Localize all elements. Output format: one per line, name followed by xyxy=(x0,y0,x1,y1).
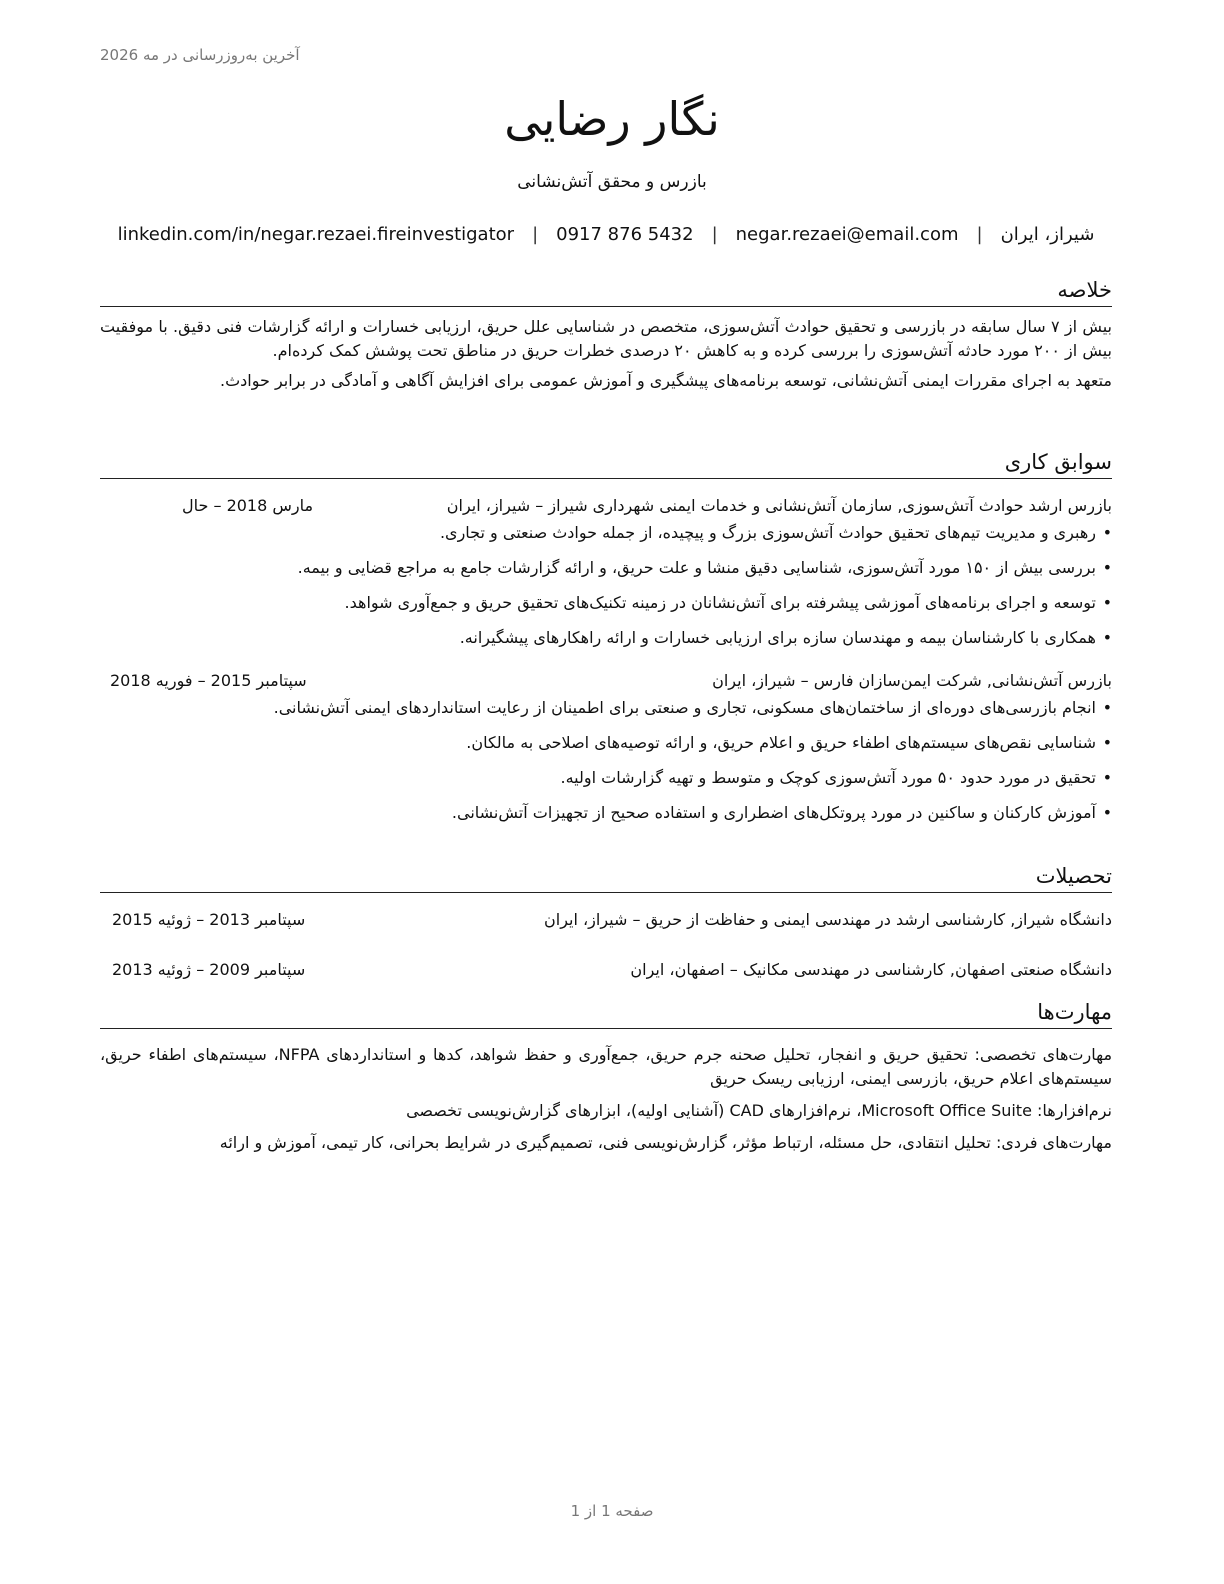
education-section xyxy=(100,862,1112,983)
section-title-skills: مهارت‌ها xyxy=(100,998,1112,1029)
job-header xyxy=(100,668,1112,694)
job-bullets xyxy=(100,521,1112,650)
summary-paragraph: بیش از ۷ سال سابقه در بازرسی و تحقیق حوادث آتش‌سوزی، متخصص در شناسایی علل حریق، ارزیابی خسارات و ارائه گزارشات فنی دقیق. با موفقیت بیش از ۲۰۰ مورد حادثه آتش‌سوزی را بررسی کرده و به کاهش ۲۰ درصدی خطرات حریق در مناطق تحت پوشش کمک کرده‌ام. xyxy=(100,317,1112,360)
job-bullet: • آموزش کارکنان و ساکنین در مورد پروتکل‌های اضطراری و استفاده صحیح از تجهیزات آتش‌نشانی. xyxy=(100,801,1112,825)
job-bullet: • رهبری و مدیریت تیم‌های تحقیق حوادث آتش‌سوزی بزرگ و پیچیده، از جمله حوادث صنعتی و تجاری. xyxy=(100,521,1112,545)
candidate-role: بازرس و محقق آتش‌نشانی xyxy=(517,172,707,192)
skills-line-soft: مهارت‌های فردی: تحلیل انتقادی، حل مسئله، ارتباط مؤثر، گزارش‌نویسی فنی، تصمیم‌گیری در شرایط بحرانی، کار تیمی، آموزش و ارائه xyxy=(219,1133,1112,1152)
summary-section xyxy=(100,276,1112,393)
job-dates: مارس 2018 – حال xyxy=(182,496,314,515)
education-item xyxy=(100,957,1112,983)
contact-separator: | xyxy=(976,224,983,245)
skills-line-software: نرم‌افزارها: Microsoft Office Suite، نرم‌افزارهای CAD (آشنایی اولیه)، ابزارهای گزارش‌نویسی تخصصی xyxy=(406,1101,1112,1120)
contact-line xyxy=(100,224,1112,245)
section-title-experience: سوابق کاری xyxy=(100,448,1112,479)
section-title-education: تحصیلات xyxy=(100,862,1112,893)
job-bullet: • بررسی بیش از ۱۵۰ مورد آتش‌سوزی، شناسایی دقیق منشا و علت حریق، و ارائه گزارشات جامع به مراجع قضایی و بیمه. xyxy=(100,556,1112,580)
job-bullet: • توسعه و اجرای برنامه‌های آموزشی پیشرفته برای آتش‌نشانان در زمینه تکنیک‌های تحقیق حریق و جمع‌آوری شواهد. xyxy=(100,591,1112,615)
contact-phone: 0917 876 5432 xyxy=(556,224,694,245)
job-bullet: • انجام بازرسی‌های دوره‌ای از ساختمان‌های مسکونی، تجاری و صنعتی برای اطمینان از رعایت استانداردهای ایمنی آتش‌نشانی. xyxy=(100,696,1112,720)
job-title-company: بازرس ارشد حوادث آتش‌سوزی, سازمان آتش‌نشانی و خدمات ایمنی شهرداری شیراز – شیراز، ایران xyxy=(446,496,1112,515)
contact-linkedin[interactable]: linkedin.com/in/negar.rezaei.fireinvestigator xyxy=(117,224,515,245)
education-dates: سپتامبر 2013 – ژوئیه 2015 xyxy=(112,910,306,929)
job-bullet: • شناسایی نقص‌های سیستم‌های اطفاء حریق و اعلام حریق، و ارائه توصیه‌های اصلاحی به مالکان. xyxy=(100,731,1112,755)
job-entry xyxy=(100,493,1112,650)
experience-section xyxy=(100,448,1112,836)
contact-separator: | xyxy=(711,224,718,245)
skills-line-technical: مهارت‌های تخصصی: تحقیق حریق و انفجار، تحلیل صحنه جرم حریق، جمع‌آوری و حفظ شواهد، کدها و استانداردهای NFPA، سیستم‌های اطفاء حریق، سیستم‌های اعلام حریق، بازرسی ایمنی، ارزیابی ریسک حریق xyxy=(100,1045,1113,1088)
summary-paragraph: متعهد به اجرای مقررات ایمنی آتش‌نشانی، توسعه برنامه‌های پیشگیری و آموزش عمومی برای افزایش آگاهی و آمادگی در برابر حوادث. xyxy=(219,371,1112,390)
job-entry xyxy=(100,668,1112,825)
job-header xyxy=(100,493,1112,519)
section-title-summary: خلاصه xyxy=(100,276,1112,307)
job-dates: سپتامبر 2015 – فوریه 2018 xyxy=(110,671,307,690)
job-bullets xyxy=(100,696,1112,825)
education-degree: دانشگاه صنعتی اصفهان, کارشناسی در مهندسی مکانیک – اصفهان، ایران xyxy=(630,960,1112,979)
candidate-name: نگار رضایی xyxy=(504,92,720,146)
contact-separator: | xyxy=(532,224,539,245)
job-bullet: • همکاری با کارشناسان بیمه و مهندسان سازه برای ارزیابی خسارات و ارائه راهکارهای پیشگیرانه. xyxy=(100,626,1112,650)
page-number: صفحه 1 از 1 xyxy=(570,1502,654,1520)
job-title-company: بازرس آتش‌نشانی, شرکت ایمن‌سازان فارس – شیراز، ایران xyxy=(712,671,1112,690)
skills-section xyxy=(100,998,1112,1155)
education-dates: سپتامبر 2009 – ژوئیه 2013 xyxy=(112,960,306,979)
job-bullet: • تحقیق در مورد حدود ۵۰ مورد آتش‌سوزی کوچک و متوسط و تهیه گزارشات اولیه. xyxy=(100,766,1112,790)
contact-location: شیراز، ایران xyxy=(1000,224,1095,245)
education-degree: دانشگاه شیراز, کارشناسی ارشد در مهندسی ایمنی و حفاظت از حریق – شیراز، ایران xyxy=(544,910,1112,929)
education-item xyxy=(100,907,1112,933)
contact-email[interactable]: negar.rezaei@email.com xyxy=(735,224,959,245)
last-updated-note: آخرین به‌روزرسانی در مه 2026 xyxy=(100,46,300,64)
